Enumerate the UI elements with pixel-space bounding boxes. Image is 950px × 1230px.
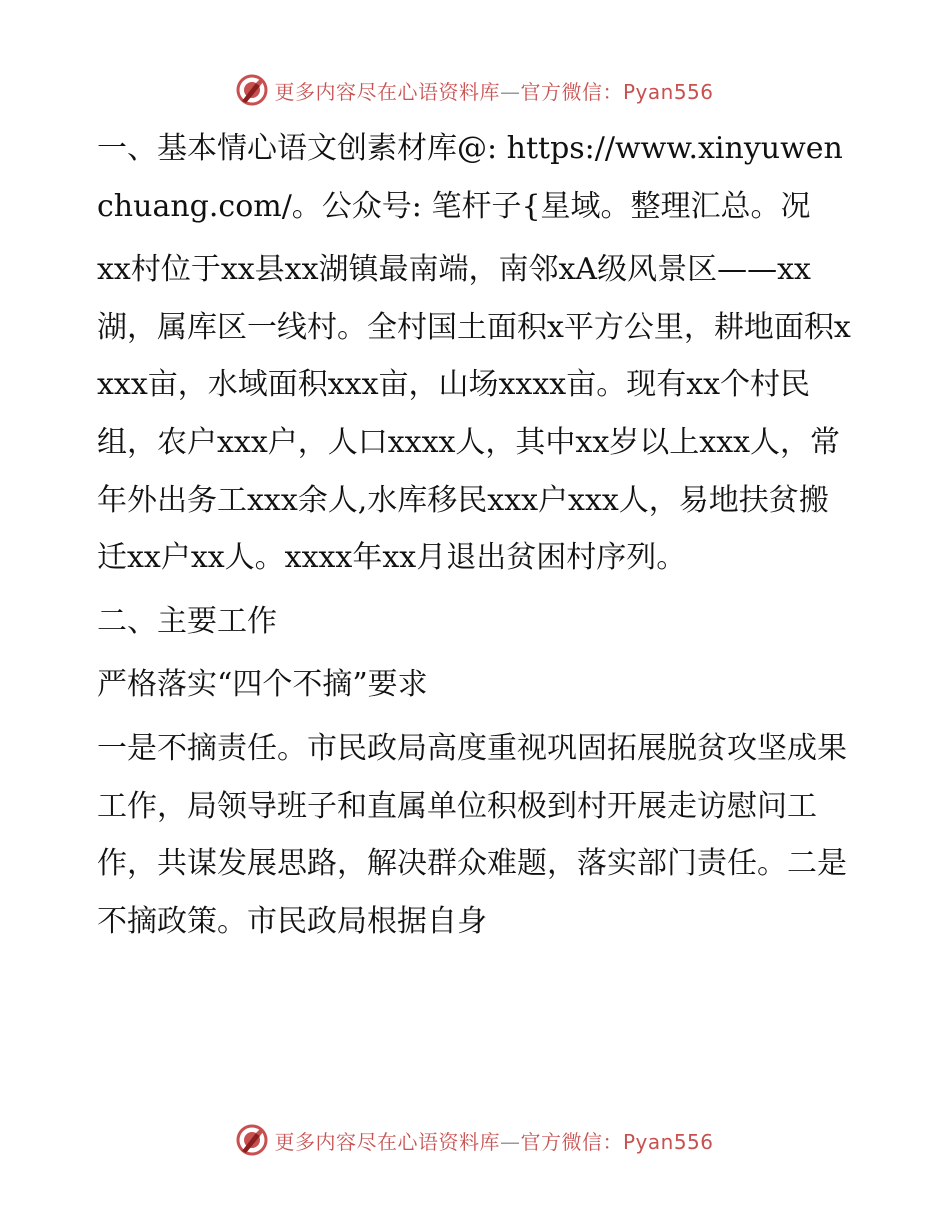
- paragraph-village-overview: xx村位于xx县xx湖镇最南端，南邻xA级风景区——xx湖，属库区一线村。全村国土面积x平方公里，耕地面积xxxx亩，水域面积xxx亩，山场xxxx亩。现有xx个村民组，农户xxx户，人口xxxx人，其中xx岁以上xxx人，常年外出务工xxx余人,水库移民xxx户xxx人，易地扶贫搬迁xx户xx人。xxxx年xx月退出贫困村序列。: [97, 252, 851, 576]
- paragraph-subheading: 严格落实“四个不摘”要求: [97, 667, 428, 703]
- document-body: [97, 120, 857, 950]
- watermark-footer: [0, 1120, 950, 1160]
- paragraph-responsibilities: 一是不摘责任。市民政局高度重视巩固拓展脱贫攻坚成果工作，局领导班子和直属单位积极到村开展走访慰问工作，共谋发展思路，解决群众难题，落实部门责任。二是不摘政策。市民政局根据自身: [97, 730, 847, 939]
- watermark-text: 更多内容尽在心语资料库—官方微信：Pyan556: [274, 1129, 714, 1154]
- pen-logo-icon: [236, 74, 268, 106]
- paragraph-section-two-heading: 二、主要工作: [97, 603, 277, 639]
- watermark-text: 更多内容尽在心语资料库—官方微信：Pyan556: [274, 79, 714, 104]
- watermark-header: [0, 70, 950, 110]
- paragraph-section-one-heading: 一、基本情心语文创素材库@: https://www.xinyuwenchuang.com/。公众号: 笔杆子{星域。整理汇总。况: [97, 131, 843, 224]
- pen-logo-icon: [236, 1124, 268, 1156]
